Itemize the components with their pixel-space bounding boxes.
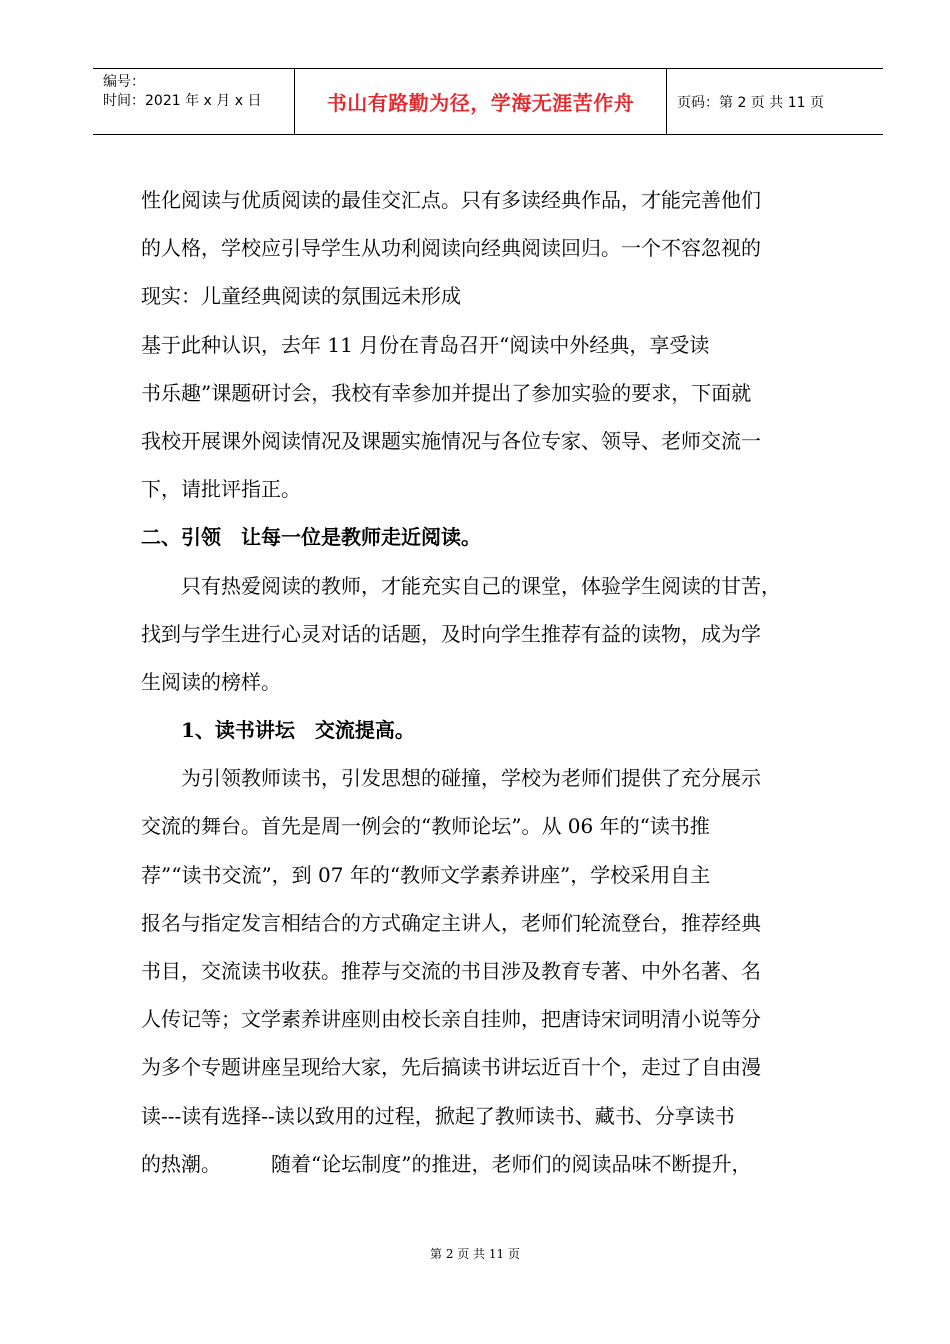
- page-footer: 第 2 页 共 11 页: [430, 1247, 520, 1261]
- text-line: 我校开展课外阅读情况及课题实施情况与各位专家、领导、老师交流一: [141, 428, 761, 453]
- text-line: 为引领教师读书，引发思想的碰撞，学校为老师们提供了充分展示: [141, 766, 761, 791]
- text-line: 基于此种认识，去年 11 月份在青岛召开“阅读中外经典，享受读: [141, 332, 710, 357]
- header-motto: 书山有路勤为径，学海无涯苦作舟: [295, 69, 667, 134]
- subsection-heading: 1、读书讲坛 交流提高。: [141, 718, 415, 743]
- text-line: 读---读有选择--读以致用的过程，掀起了教师读书、藏书、分享读书: [141, 1103, 735, 1128]
- text-line: 现实：儿童经典阅读的氛围远未形成: [141, 284, 461, 309]
- text-line: 的人格，学校应引导学生从功利阅读向经典阅读回归。一个不容忽视的: [141, 236, 761, 261]
- number-label: 编号：: [103, 74, 145, 90]
- text-line: 生阅读的榜样。: [141, 669, 281, 694]
- section-heading: 二、引领 让每一位是教师走近阅读。: [141, 525, 481, 550]
- text-line: 书目，交流读书收获。推荐与交流的书目涉及教育专著、中外名著、名: [141, 959, 761, 983]
- document-body: [141, 176, 841, 1188]
- text-line: 找到与学生进行心灵对话的话题，及时向学生推荐有益的读物，成为学: [141, 621, 761, 646]
- header-page-label: 页码：第 2 页 共 11 页: [677, 94, 824, 111]
- text-line: 荐”“读书交流”，到 07 年的“教师文学素养讲座”，学校采用自主: [141, 862, 711, 887]
- text-line: 只有热爱阅读的教师，才能充实自己的课堂，体验学生阅读的甘苦，: [141, 573, 781, 598]
- text-line: 人传记等；文学素养讲座则由校长亲自挂帅，把唐诗宋词明清小说等分: [141, 1007, 761, 1032]
- text-line: 交流的舞台。首先是周一例会的“教师论坛”。从 06 年的“读书推: [141, 814, 710, 839]
- text-line: 为多个专题讲座呈现给大家，先后搞读书讲坛近百十个，走过了自由漫: [141, 1055, 761, 1080]
- text-line: 报名与指定发言相结合的方式确定主讲人，老师们轮流登台，推荐经典: [141, 910, 761, 935]
- page-header: [93, 68, 883, 135]
- text-line: 书乐趣”课题研讨会，我校有幸参加并提出了参加实验的要求，下面就: [141, 380, 752, 405]
- text-line: 下，请批评指正。: [141, 477, 301, 502]
- header-meta: [93, 69, 295, 134]
- text-line: 的热潮。 随着“论坛制度”的推进，老师们的阅读品味不断提升，: [141, 1151, 752, 1176]
- text-line: 性化阅读与优质阅读的最佳交汇点。只有多读经典作品，才能完善他们: [141, 188, 761, 212]
- time-label: 时间：2021 年 x 月 x 日: [103, 93, 262, 109]
